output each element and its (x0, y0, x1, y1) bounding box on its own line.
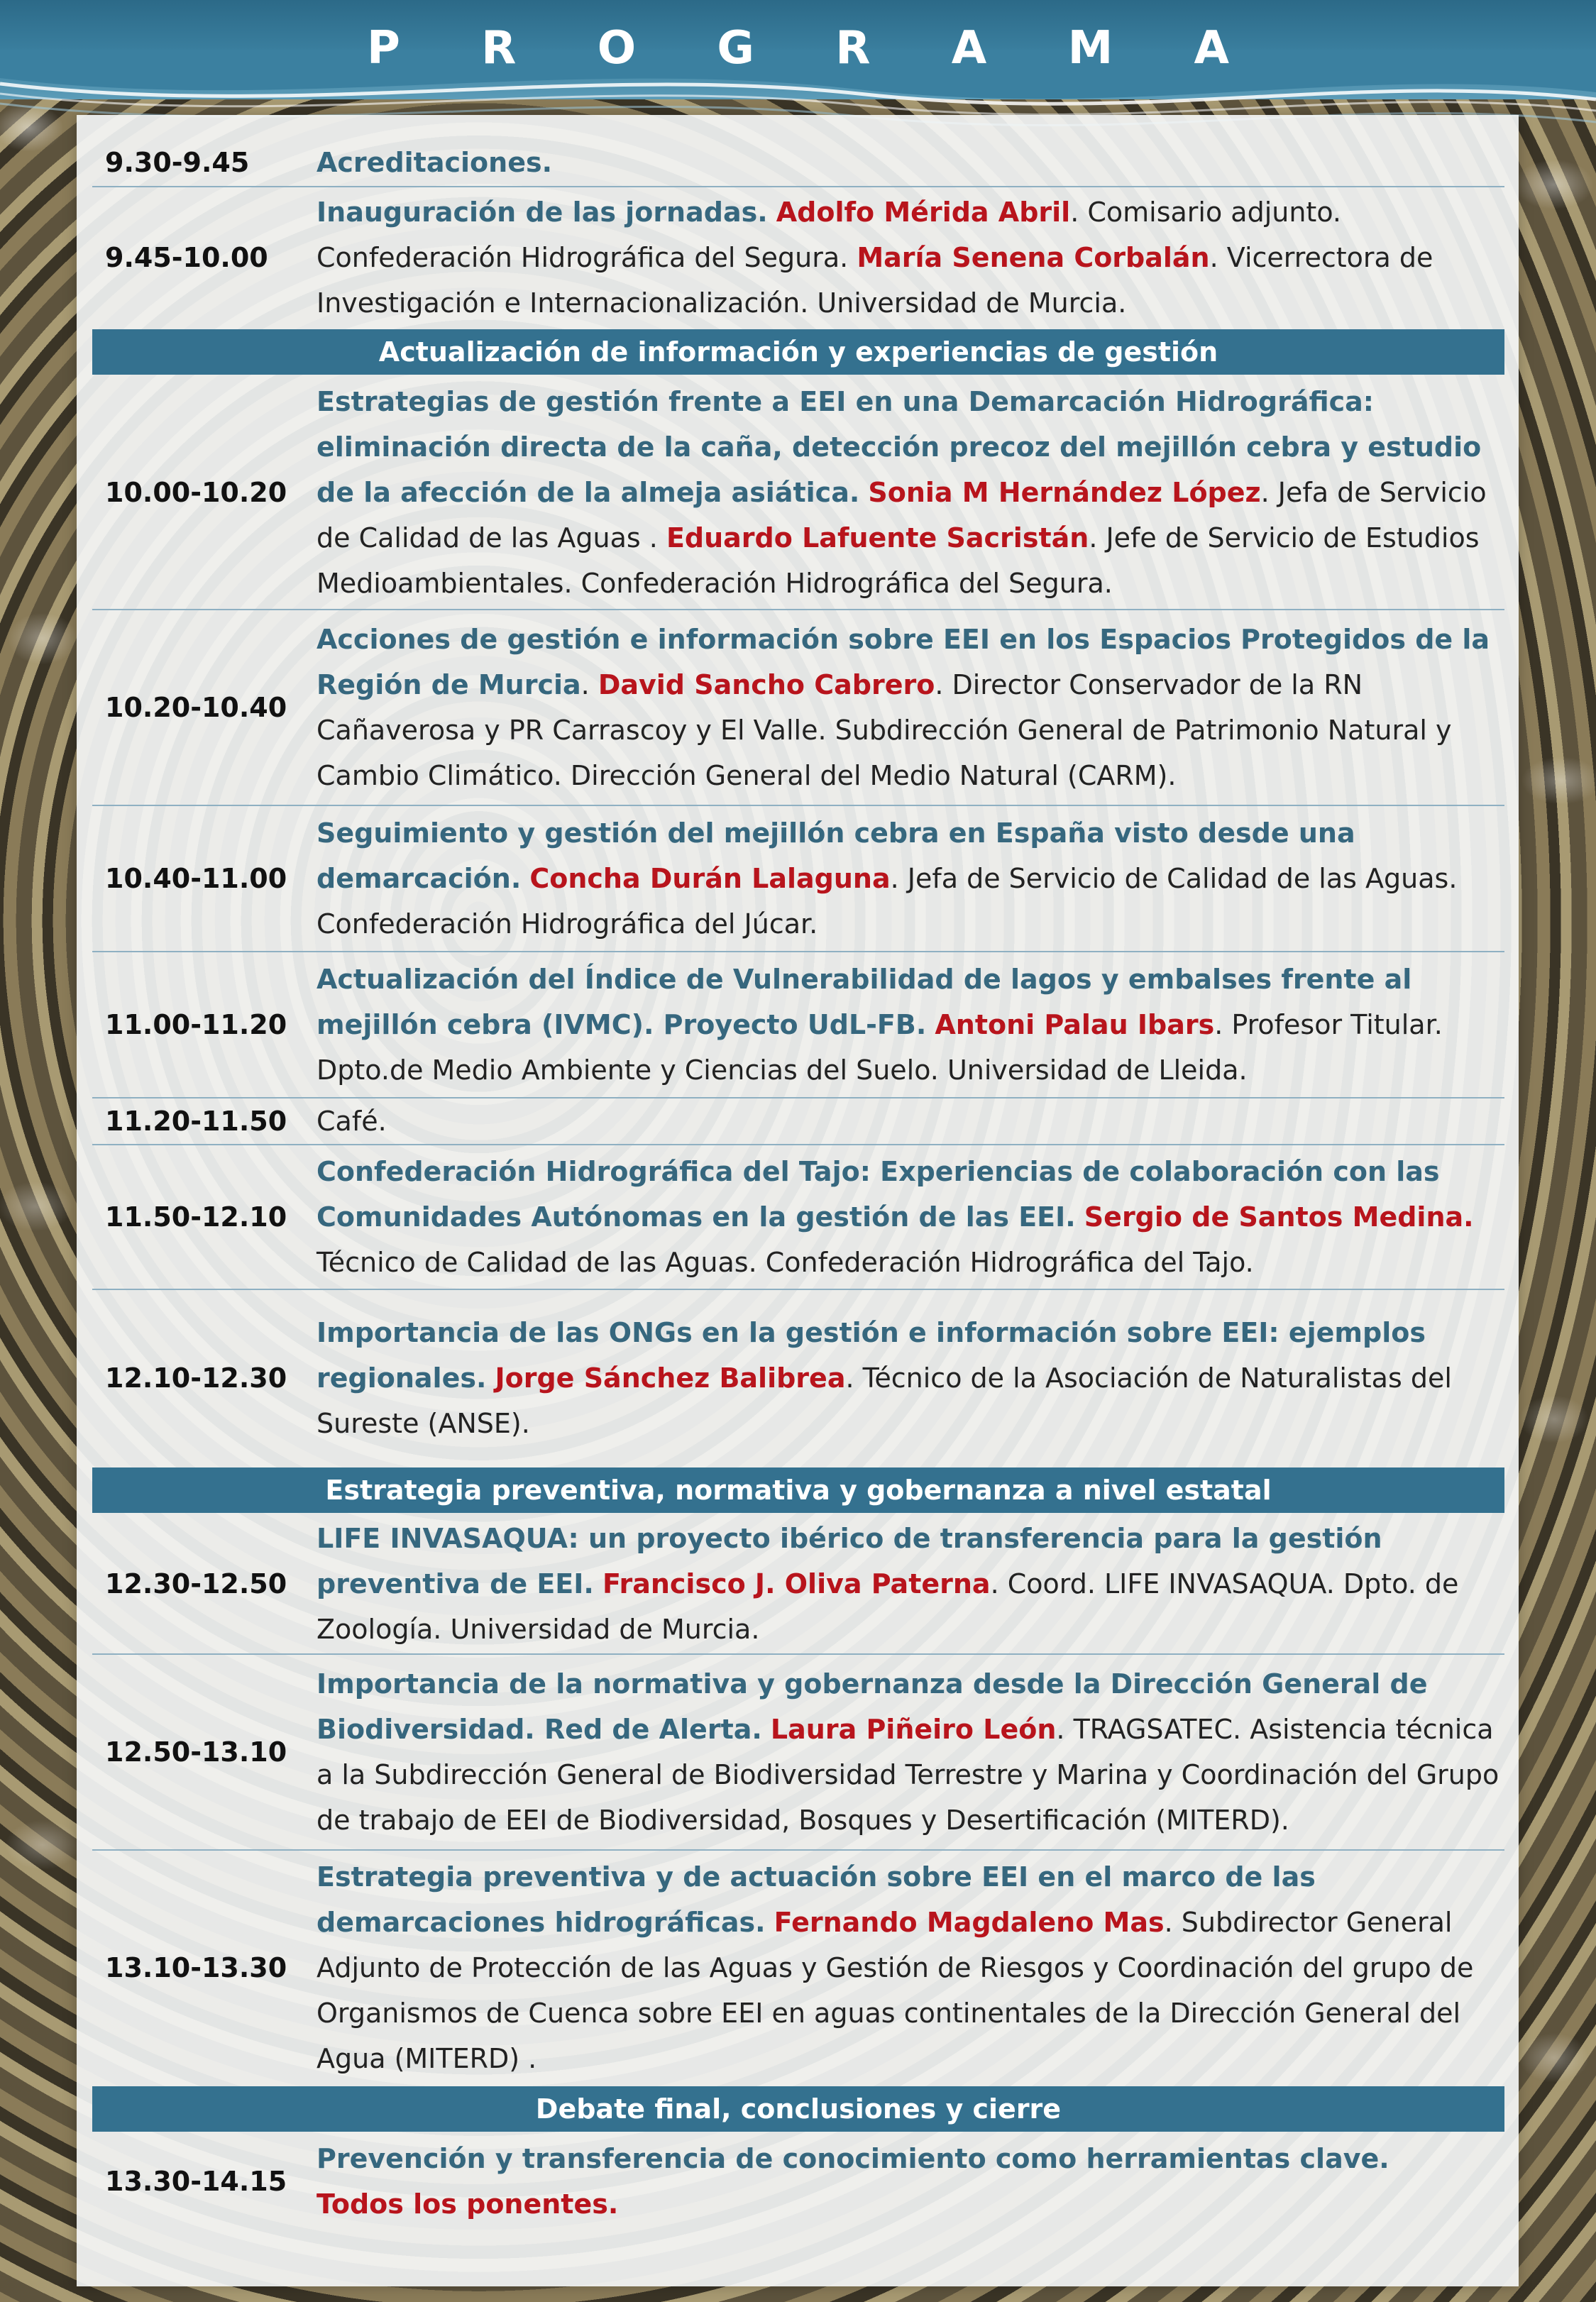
program-row (92, 1098, 1504, 1145)
session-title: Seguimiento y gestión del mejillón cebra en España visto desde una demarcación. (317, 817, 1355, 894)
time-slot: 13.10-13.30 (105, 1952, 287, 1983)
speaker-description: . Jefa de Servicio de Calidad de las Aguas . (317, 477, 1487, 554)
speaker-description: . Jefa de Servicio de Calidad de las Aguas. Confederación Hidrográfica del Júcar. (317, 863, 1458, 940)
speaker-name: Concha Durán Lalaguna (529, 863, 891, 894)
session-title: Estrategia preventiva y de actuación sobre EEI en el marco de las demarcaciones hidrográficas. (317, 1861, 1316, 1938)
time-slot: 13.30-14.15 (105, 2166, 287, 2197)
speaker-description: . Vicerrectora de Investigación e Internacionalización. Universidad de Murcia. (317, 242, 1433, 319)
program-row (92, 187, 1504, 328)
time-slot: 9.30-9.45 (105, 147, 250, 178)
speaker-name: Adolfo Mérida Abril (776, 197, 1071, 228)
session-content (317, 1660, 1504, 1844)
time-slot: 11.00-11.20 (105, 1009, 287, 1040)
program-row (92, 806, 1504, 952)
session-content: Confederación Hidrográfica del Tajo: Experiencias de colaboración con las Comunidades Autónomas en la gestión de las EEI. Sergio de Santos Medina. Técnico de Calidad de las Aguas. Confederación Hidrográfica del Tajo. (317, 1156, 1474, 1278)
speaker-name: Jorge Sánchez Balibrea (495, 1362, 846, 1394)
speaker-name: Sergio de Santos Medina (1084, 1201, 1464, 1233)
program-table (92, 139, 1504, 2230)
speaker-description: . Comisario adjunto. Confederación Hidrográfica del Segura. (317, 197, 1341, 273)
time-slot: 11.20-11.50 (105, 1106, 287, 1137)
session-content (317, 1097, 1504, 1145)
speaker-description: . Jefe de Servicio de Estudios Medioambientales. Confederación Hidrográfica del Segura. (317, 522, 1480, 599)
session-content (317, 1309, 1504, 1448)
session-title: Acreditaciones. (317, 147, 553, 178)
speaker-name: Fernando Magdaleno Mas (774, 1907, 1165, 1938)
program-row (92, 1851, 1504, 2085)
speaker-name: Eduardo Lafuente Sacristán (666, 522, 1089, 554)
speaker-name: Todos los ponentes. (317, 2188, 619, 2220)
session-content: Acciones de gestión e información sobre EEI en los Espacios Protegidos de la Región de Murcia. David Sancho Cabrero. Director Conservador de la RN Cañaverosa y PR Carrascoy y El Valle. Subdirección General de Patrimonio Natural y Cambio Climático. Dirección General del Medio Natural (CARM). (317, 624, 1490, 791)
speaker-name: Francisco J. Oliva Paterna (602, 1568, 991, 1599)
session-content (317, 955, 1504, 1094)
session-content (317, 378, 1504, 607)
program-row (92, 952, 1504, 1098)
time-slot: 9.45-10.00 (105, 242, 268, 273)
session-title: LIFE INVASAQUA: un proyecto ibérico de transferencia para la gestión preventiva de EEI. (317, 1523, 1382, 1599)
time-slot: 11.50-12.10 (105, 1201, 287, 1233)
speaker-name: Laura Piñeiro León (770, 1714, 1057, 1745)
program-row (92, 1290, 1504, 1466)
time-slot: 12.10-12.30 (105, 1362, 287, 1394)
session-content (317, 809, 1504, 948)
speaker-description: Técnico de Calidad de las Aguas. Confederación Hidrográfica del Tajo. (317, 1247, 1254, 1278)
speaker-description: . Director Conservador de la RN Cañaverosa y PR Carrascoy y El Valle. Subdirección General de Patrimonio Natural y Cambio Climático. Dirección General del Medio Natural (CARM). (317, 669, 1452, 791)
session-title: Actualización del Índice de Vulnerabilidad de lagos y embalses frente al mejillón cebra (IVMC). Proyecto UdL-FB. (317, 964, 1412, 1040)
speaker-description: . Técnico de la Asociación de Naturalistas del Sureste (ANSE). (317, 1362, 1452, 1439)
speaker-description: . Coord. LIFE INVASAQUA. Dpto. de Zoología. Universidad de Murcia. (317, 1568, 1459, 1645)
section-header: Actualización de información y experiencias de gestión (92, 329, 1504, 375)
time-slot: 10.00-10.20 (105, 477, 287, 508)
session-title: Inauguración de las jornadas. (317, 197, 768, 228)
session-title: Confederación Hidrográfica del Tajo: Experiencias de colaboración con las Comunidades Autónomas en la gestión de las EEI. (317, 1156, 1440, 1233)
session-content (317, 1514, 1504, 1653)
speaker-name: Antoni Palau Ibars (935, 1009, 1215, 1040)
section-header: Debate final, conclusiones y cierre (92, 2086, 1504, 2132)
session-title: Estrategias de gestión frente a EEI en una Demarcación Hidrográfica: eliminación directa de la caña, detección precoz del mejillón cebra y estudio de la afección de la almeja asiática. (317, 386, 1482, 508)
session-content (317, 188, 1504, 327)
time-slot: 12.50-13.10 (105, 1736, 287, 1768)
session-content (317, 1853, 1504, 2083)
speaker-name: Sonia M Hernández López (868, 477, 1261, 508)
program-row (92, 376, 1504, 610)
session-content (317, 2135, 1504, 2228)
session-content (317, 138, 1504, 187)
program-row (92, 1655, 1504, 1851)
time-slot: 10.20-10.40 (105, 692, 287, 723)
speaker-name: David Sancho Cabrero (598, 669, 935, 700)
speaker-name: María Senena Corbalán (857, 242, 1210, 273)
speaker-description: . Subdirector General Adjunto de Protección de las Aguas y Gestión de Riesgos y Coordinación del grupo de Organismos de Cuenca sobre EEI en aguas continentales de la Dirección General del Agua (MITERD) . (317, 1907, 1474, 2074)
session-title: Prevención y transferencia de conocimiento como herramientas clave. (317, 2143, 1389, 2174)
program-row (92, 139, 1504, 187)
session-title: Importancia de la normativa y gobernanza desde la Dirección General de Biodiversidad. Red de Alerta. (317, 1668, 1428, 1745)
session-title: Importancia de las ONGs en la gestión e información sobre EEI: ejemplos regionales. (317, 1317, 1426, 1394)
section-header: Estrategia preventiva, normativa y gobernanza a nivel estatal (92, 1467, 1504, 1513)
session-title: Acciones de gestión e información sobre EEI en los Espacios Protegidos de la Región de Murcia (317, 624, 1490, 700)
program-row (92, 610, 1504, 806)
page-title: P R O G R A M A (366, 22, 1262, 75)
speaker-description: . TRAGSATEC. Asistencia técnica a la Subdirección General de Biodiversidad Terrestre y Marina y Coordinación del Grupo de trabajo de EEI de Biodiversidad, Bosques y Desertificación (MITERD). (317, 1714, 1499, 1836)
program-row (92, 1514, 1504, 1655)
session-plain: Café. (317, 1106, 387, 1137)
time-slot: 10.40-11.00 (105, 863, 287, 894)
time-slot: 12.30-12.50 (105, 1568, 287, 1599)
program-row (92, 2133, 1504, 2230)
speaker-description: . Profesor Titular. Dpto.de Medio Ambiente y Ciencias del Suelo. Universidad de Lleida. (317, 1009, 1443, 1086)
program-row (92, 1145, 1504, 1290)
